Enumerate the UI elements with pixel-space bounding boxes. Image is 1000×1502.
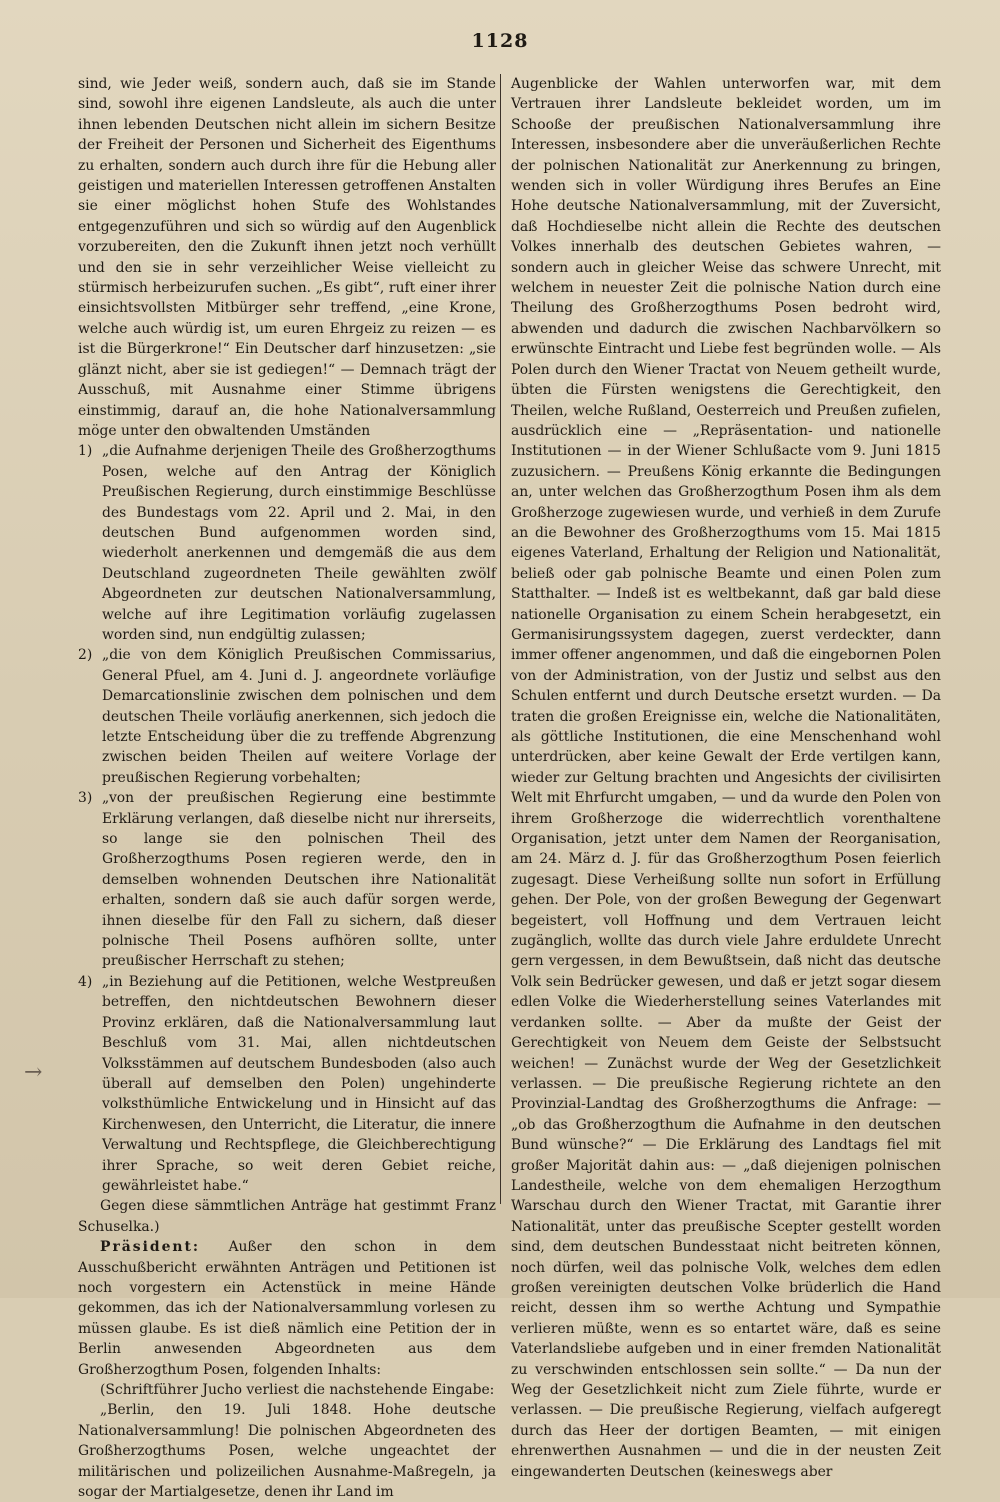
paragraph-against: Gegen diese sämmtlichen Anträge hat gestimmt Franz Schuselka.) bbox=[78, 1198, 496, 1235]
speaker-label: Präsident: bbox=[100, 1239, 201, 1256]
list-item-number: 4) bbox=[78, 973, 93, 990]
list-item-text: „die von dem Königlich Preußischen Commissarius, General Pfuel, am 4. Juni d. J. angeordnete vorläufige Demarcationslinie zwischen dem polnischen und dem deutschen Theile vorläufig anerkennen, sich jedoch die letzte Entscheidung über die zu treffende Abgrenzung zwischen beiden Theilen auf weitere Vorlage der preußischen Regierung vorbehalten; bbox=[102, 647, 496, 786]
column-divider bbox=[500, 74, 501, 1204]
margin-arrow-icon: → bbox=[24, 1060, 43, 1085]
list-item-text: „in Beziehung auf die Petitionen, welche Westpreußen betreffen, den nichtdeutschen Bewohnern dieser Provinz erklären, daß die Nationalversammlung laut Beschluß vom 31. Mai, allen nichtdeutschen Volksstämmen auf deutschem Bundesboden (also auch überall auf demselben den Polen) ungehinderte volksthümliche Entwickelung und in Hinsicht auf das Kirchenwesen, den Unterricht, die Literatur, die innere Verwaltung und Rechtspflege, die Gleichberechtigung ihrer Sprache, so weit deren Gebiet reiche, gewährleistet habe.“ bbox=[102, 973, 496, 1194]
list-item bbox=[78, 645, 496, 788]
list-item bbox=[78, 441, 496, 645]
president-text: Außer den schon in dem Ausschußbericht erwähnten Anträgen und Petitionen ist noch vorgestern ein Actenstück in meine Hände gekommen, das ich der Nationalversammlung vorlesen zu müssen glaube. Es ist dieß nämlich eine Petition der in Berlin anwesenden Abgeordneten aus dem Großherzogthum Posen, folgenden Inhalts: bbox=[78, 1239, 496, 1378]
list-item-text: „von der preußischen Regierung eine bestimmte Erklärung verlangen, daß dieselbe nicht nur ihrerseits, so lange sie den polnischen Theil des Großherzogthums Posen regieren werde, den in demselben wohnenden Deutschen ihre Nationalität erhalten, sondern daß sie auch dafür sorgen werde, ihnen dieselbe für den Fall zu sichern, daß dieser polnische Theil Posens aufhören sollte, unter preußischer Herrschaft zu stehen; bbox=[102, 790, 496, 970]
paragraph-petition-start: „Berlin, den 19. Juli 1848. Hohe deutsche Nationalversammlung! Die polnischen Abgeordneten des Großherzogthums Posen, welche ungeachtet der militärischen und polizeilichen Ausnahme-Maßregeln, ja sogar der Martialgesetze, denen ihr Land im bbox=[78, 1402, 496, 1501]
list-item bbox=[78, 788, 496, 972]
list-item-number: 3) bbox=[78, 790, 93, 807]
motion-list bbox=[78, 441, 496, 1196]
paragraph-intro: sind, wie Jeder weiß, sondern auch, daß sie im Stande sind, sowohl ihre eigenen Landsleute, als auch die unter ihnen lebenden Deutschen nicht allein im sichern Besitze der Freiheit der Personen und Sicherheit des Eigenthums zu erhalten, sondern auch durch ihre für die Hebung aller geistigen und materiellen Interessen getroffenen Anstalten sie einer möglichst hohen Stufe des Wohlstandes entgegenzuführen und sich so würdig auf den Augenblick vorzubereiten, den die Zukunft ihnen jetzt noch verhüllt und den sie in sehr verzeihlicher Weise vielleicht zu stürmisch herbeizurufen suchen. „Es gibt“, ruft einer ihrer einsichtsvollsten Mitbürger sehr treffend, „eine Krone, welche auch würdig ist, um euren Ehrgeiz zu reizen — es ist die Bürgerkrone!“ Ein Deutscher darf hinzusetzen: „sie glänzt nicht, aber sie ist gediegen!“ — Demnach trägt der Ausschuß, mit Ausnahme einer Stimme übrigens einstimmig, darauf an, die hohe Nationalversammlung möge unter den obwaltenden Umständen bbox=[78, 76, 496, 439]
paragraph-secretary: (Schriftführer Jucho verliest die nachstehende Eingabe: bbox=[100, 1382, 495, 1398]
list-item-text: „die Aufnahme derjenigen Theile des Großherzogthums Posen, welche auf den Antrag der Königlich Preußischen Regierung, durch einstimmige Beschlüsse des Bundestags vom 22. April und 2. Mai, in den deutschen Bund aufgenommen worden sind, wiederholt anerkennen und demgemäß die aus dem Deutschland zugeordneten Theile gewählten zwölf Abgeordneten zur deutschen Nationalversammlung, welche auf ihre Legitimation vorläufig zugelassen worden sind, nun endgültig zulassen; bbox=[102, 443, 496, 643]
list-item bbox=[78, 972, 496, 1196]
right-column bbox=[511, 74, 941, 1482]
left-column bbox=[78, 74, 496, 1502]
list-item-number: 1) bbox=[78, 443, 93, 460]
paragraph-petition-continued: Augenblicke der Wahlen unterworfen war, mit dem Vertrauen ihrer Landsleute bekleidet worden, um im Schooße der preußischen Nationalversammlung ihre Interessen, insbesondere aber die unveräußerlichen Rechte der polnischen Nationalität zur Anerkennung zu bringen, wenden sich in voller Würdigung ihres Berufes an Eine Hohe deutsche Nationalversammlung, mit der Zuversicht, daß Hochdieselbe nicht allein die Rechte des deutschen Volkes innerhalb des deutschen Gebietes wahren, — sondern auch in gleicher Weise das schwere Unrecht, mit welchem in neuester Zeit die polnische Nation durch eine Theilung des Großherzogthums Posen bedroht wird, abwenden und dadurch die zwischen Nachbarvölkern so erwünschte Eintracht und Liebe fest begründen wolle. — Als Polen durch den Wiener Tractat von Neuem getheilt wurde, übten die Fürsten wenigstens die Gerechtigkeit, den Theilen, welche Rußland, Oesterreich und Preußen zufielen, ausdrücklich eine — „Repräsentation- und nationelle Institutionen — in der Wiener Schlußacte vom 9. Juni 1815 zuzusichern. — Preußens König erkannte die Bedingungen an, unter welchen das Großherzogthum Posen ihm als dem Großherzoge zugewiesen wurde, und verhieß in dem Zurufe an die Bewohner des Großherzogthums vom 15. Mai 1815 eigenes Vaterland, Erhaltung der Religion und Nationalität, beließ oder gab polnische Beamte und einen Polen zum Statthalter. — Indeß ist es weltbekannt, daß gar bald diese nationelle Organisation zu einem Schein herabgesetzt, ein Germanisirungssystem dagegen, zuerst verdeckter, dann immer offener angenommen, und daß die eingebornen Polen von der Administration, von der Justiz und selbst aus den Schulen entfernt und durch Deutsche ersetzt wurden. — Da traten die großen Ereignisse ein, welche die Nationalitäten, als göttliche Institutionen, die eine Menschenhand wohl unterdrücken, aber keine Gewalt der Erde vertilgen kann, wieder zur Geltung brachten und Angesichts der civilisirten Welt mit Ehrfurcht umgaben, — und da wurde den Polen von ihrem Großherzoge die widerrechtlich vorenthaltene Organisation, jetzt unter dem Namen der Reorganisation, am 24. März d. J. für das Großherzogthum Posen feierlich zugesagt. Diese Verheißung sollte nun sofort in Erfüllung gehen. Der Pole, von der großen Bewegung der Gegenwart begeistert, voll Hoffnung und dem Vertrauen leicht zugänglich, wollte das durch viele Jahre erduldete Unrecht gern vergessen, in dem Bewußtsein, daß nicht das deutsche Volk sein Bedrücker gewesen, und daß er jetzt sogar diesem edlen Volke die Wiederherstellung seines Vaterlandes mit verdanken sollte. — Aber da mußte der Geist der Gerechtigkeit von Neuem dem Geiste der Selbstsucht weichen! — Zunächst wurde der Weg der Gesetzlichkeit verlassen. — Die preußische Regierung richtete an den Provinzial-Landtag des Großherzogthums die Anfrage: — „ob das Großherzogthum die Aufnahme in den deutschen Bund wünsche?“ — Die Erklärung des Landtags fiel mit großer Majorität dahin aus: — „daß diejenigen polnischen Landestheile, welche von dem ehemaligen Herzogthum Warschau durch den Wiener Tractat, mit Garantie ihrer Nationalität, unter das preußische Scepter gestellt worden sind, dem deutschen Bundesstaat nicht beitreten können, noch dürfen, weil das polnische Volk, welches dem edlen großen vereinigten deutschen Volke brüderlich die Hand reicht, dessen ihm so werthe Achtung und Sympathie verlieren müßte, wenn es so entartet wäre, daß es seine Vaterlandsliebe aufgeben und in einer fremden Nationalität zu verschwinden entschlossen sein sollte.“ — Da nun der Weg der Gesetzlichkeit nicht zum Ziele führte, wurde er verlassen. — Die preußische Regierung, vielfach aufgeregt durch das Heer der dortigen Beamten, — mit einigen ehrenwerthen Ausnahmen — und die in der neusten Zeit eingewanderten Deutschen (keineswegs aber bbox=[511, 76, 941, 1480]
paragraph-president bbox=[78, 1237, 496, 1380]
list-item-number: 2) bbox=[78, 647, 93, 664]
page-number: 1128 bbox=[471, 30, 529, 52]
